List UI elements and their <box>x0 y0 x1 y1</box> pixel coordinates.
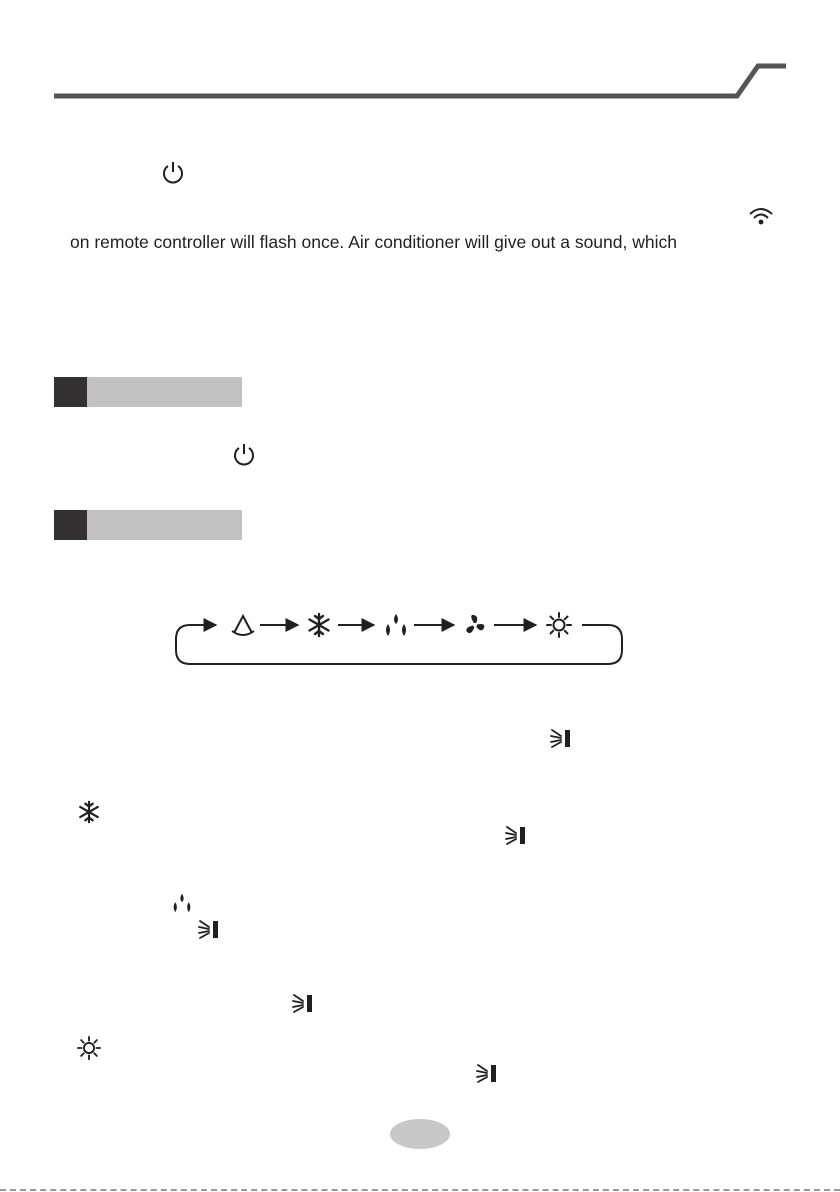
droplets-icon <box>170 892 194 914</box>
swing-icon <box>198 918 222 940</box>
snowflake-icon <box>77 800 101 824</box>
header-rule <box>0 0 840 110</box>
snowflake-icon <box>306 612 332 638</box>
sun-icon <box>77 1036 101 1060</box>
power-icon <box>160 160 186 186</box>
section-header-marker <box>54 377 87 407</box>
remote-controller-line: on remote controller will flash once. Air conditioner will give out a sound, which <box>70 232 677 252</box>
swing-icon <box>476 1062 500 1084</box>
section-header-marker <box>54 510 87 540</box>
signal-icon <box>748 206 774 226</box>
swing-icon <box>292 992 316 1014</box>
section-header-bar <box>54 510 242 540</box>
section-header-bar <box>54 377 242 407</box>
fan-icon <box>462 612 488 638</box>
power-icon <box>231 442 257 468</box>
page-bottom-edge <box>0 1189 840 1191</box>
sun-icon <box>546 612 572 638</box>
swing-icon <box>550 727 574 749</box>
droplets-icon <box>382 612 410 638</box>
auto-mode-icon <box>230 613 256 637</box>
swing-icon <box>505 824 529 846</box>
page-number-oval <box>390 1119 450 1149</box>
